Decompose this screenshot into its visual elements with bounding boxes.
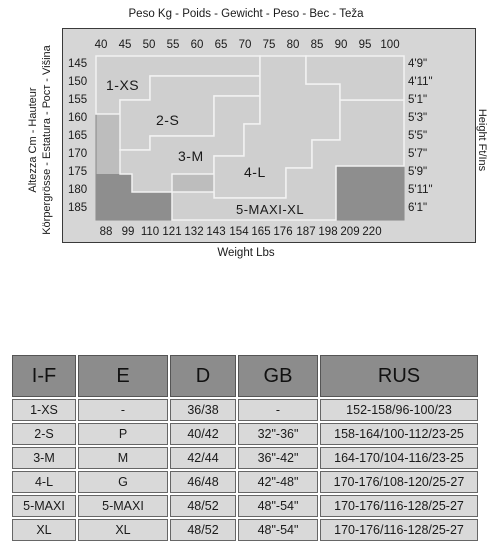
ft-row-label: 6'1" (408, 202, 428, 214)
cm-row-label: 175 (68, 166, 88, 178)
cm-row-label: 145 (68, 58, 88, 70)
zone-label: 1-XS (106, 77, 140, 93)
table-cell: 42/44 (170, 447, 236, 469)
cm-row-label: 170 (68, 148, 88, 160)
lbs-tick: 187 (296, 226, 316, 238)
lbs-tick: 121 (162, 226, 182, 238)
lbs-tick: 198 (318, 226, 338, 238)
table-cell: 170-176/108-120/25-27 (320, 471, 478, 493)
table-cell: 48/52 (170, 495, 236, 517)
cm-row-label: 150 (68, 76, 88, 88)
table-cell: 5-MAXI (12, 495, 76, 517)
ft-row-label: 5'3" (408, 112, 428, 124)
cm-row-label: 155 (68, 94, 88, 106)
height-ft-title: Height Ft/Ins (476, 108, 488, 172)
lbs-tick: 88 (99, 226, 113, 238)
kg-tick: 100 (380, 39, 400, 51)
table-row (12, 399, 478, 421)
header-rus: RUS (320, 355, 478, 397)
table-cell: 48"-54" (238, 519, 318, 541)
height-cm-title-2: Körpergrösse - Estatura - Рост - Višina (41, 45, 53, 235)
kg-tick: 45 (118, 39, 132, 51)
table-cell: 3-M (12, 447, 76, 469)
table-row (12, 471, 478, 493)
cm-row-label: 185 (68, 202, 88, 214)
kg-tick: 90 (334, 39, 348, 51)
lbs-tick: 154 (229, 226, 249, 238)
table-cell: 36"-42" (238, 447, 318, 469)
kg-tick: 55 (166, 39, 180, 51)
table-cell: 48/52 (170, 519, 236, 541)
header-gb: GB (238, 355, 318, 397)
table-cell: - (238, 399, 318, 421)
table-row (12, 447, 478, 469)
weight-kg-title: Peso Kg - Poids - Gewicht - Peso - Bec - Teža (128, 8, 364, 20)
cm-row-label: 165 (68, 130, 88, 142)
header-i-f: I-F (12, 355, 76, 397)
table-cell: 4-L (12, 471, 76, 493)
lbs-tick: 132 (184, 226, 204, 238)
table-cell: 164-170/104-116/23-25 (320, 447, 478, 469)
zone-label: 2-S (156, 112, 180, 128)
table-cell: 36/38 (170, 399, 236, 421)
table-cell: 46/48 (170, 471, 236, 493)
table-row (12, 519, 478, 541)
table-cell: 1-XS (12, 399, 76, 421)
table-cell: 170-176/116-128/25-27 (320, 495, 478, 517)
size-conversion-table (10, 353, 480, 543)
table-cell: 158-164/100-112/23-25 (320, 423, 478, 445)
lbs-tick: 110 (140, 226, 160, 238)
height-cm-title: Altezza Cm - Hauteur (27, 87, 39, 193)
kg-tick: 95 (358, 39, 372, 51)
table-cell: XL (78, 519, 168, 541)
ft-row-label: 5'11" (408, 184, 433, 196)
table-row (12, 423, 478, 445)
ft-row-label: 5'9" (408, 166, 428, 178)
kg-tick: 70 (238, 39, 252, 51)
table-cell: 32"-36" (238, 423, 318, 445)
kg-tick: 50 (142, 39, 156, 51)
zone-label: 3-M (178, 148, 204, 164)
ft-row-label: 4'11" (408, 76, 433, 88)
lbs-tick: 209 (340, 226, 360, 238)
kg-tick: 75 (262, 39, 276, 51)
zone-label: 5-MAXI-XL (236, 202, 305, 217)
table-cell: XL (12, 519, 76, 541)
weight-lbs-title: Weight Lbs (217, 247, 275, 259)
lbs-tick: 220 (362, 226, 382, 238)
table-cell: 170-176/116-128/25-27 (320, 519, 478, 541)
kg-tick: 65 (214, 39, 228, 51)
table-cell: 40/42 (170, 423, 236, 445)
ft-row-label: 4'9" (408, 58, 428, 70)
kg-tick: 80 (286, 39, 300, 51)
ft-row-label: 5'7" (408, 148, 428, 160)
size-chart (0, 0, 492, 270)
table-cell: 152-158/96-100/23 (320, 399, 478, 421)
kg-tick: 85 (310, 39, 324, 51)
ft-row-label: 5'5" (408, 130, 428, 142)
lbs-tick: 143 (206, 226, 226, 238)
lbs-tick: 165 (251, 226, 271, 238)
table-cell: G (78, 471, 168, 493)
ft-row-label: 5'1" (408, 94, 428, 106)
cm-row-label: 180 (68, 184, 88, 196)
table-row (12, 495, 478, 517)
kg-tick: 40 (94, 39, 108, 51)
table-cell: - (78, 399, 168, 421)
table-cell: 48"-54" (238, 495, 318, 517)
cm-row-label: 160 (68, 112, 88, 124)
table-cell: 42"-48" (238, 471, 318, 493)
table-cell: P (78, 423, 168, 445)
table-cell: 2-S (12, 423, 76, 445)
table-cell: M (78, 447, 168, 469)
header-e: E (78, 355, 168, 397)
header-d: D (170, 355, 236, 397)
lbs-tick: 176 (273, 226, 293, 238)
kg-tick: 60 (190, 39, 204, 51)
zone-label: 4-L (244, 164, 266, 180)
lbs-tick: 99 (121, 226, 135, 238)
table-cell: 5-MAXI (78, 495, 168, 517)
table-header-row (12, 355, 478, 397)
